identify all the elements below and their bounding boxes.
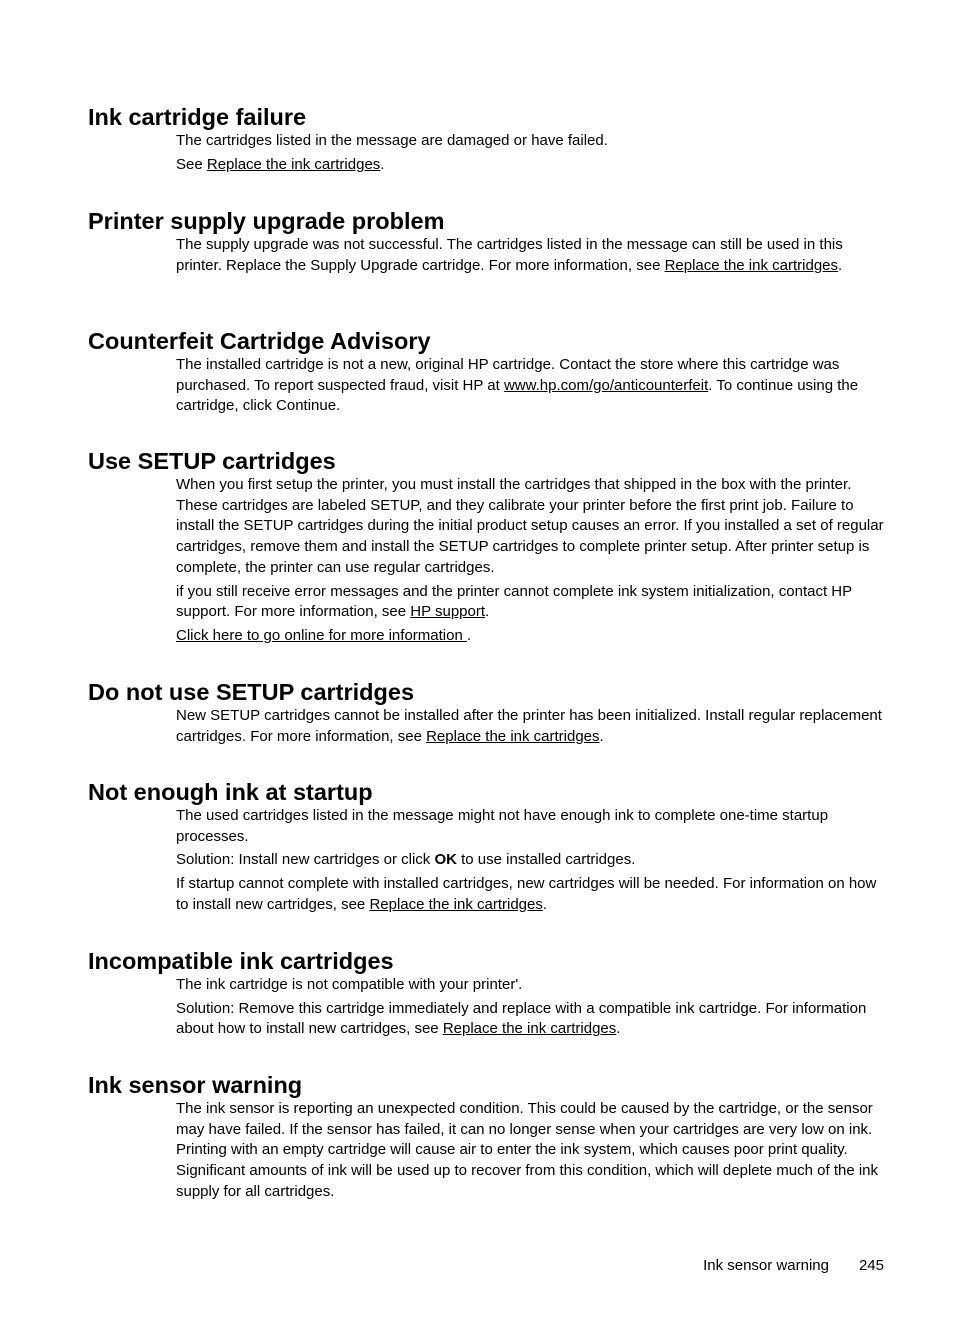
section-heading: Printer supply upgrade problem <box>88 208 445 234</box>
replace-ink-cartridges-link[interactable]: Replace the ink cartridges <box>369 895 543 913</box>
section-heading: Counterfeit Cartridge Advisory <box>88 328 431 354</box>
anticounterfeit-link[interactable]: www.hp.com/go/anticounterfeit <box>503 376 709 394</box>
section-heading: Use SETUP cartridges <box>88 448 336 474</box>
section-incompatible-ink-cartridges <box>88 947 888 1043</box>
paragraph: The supply upgrade was not successful. The cartridges listed in the message can still be used in this printer. Replace the Supply Upgrade cartridge. For more information, see Replace the ink cartridges. <box>176 236 843 274</box>
section-heading: Ink sensor warning <box>88 1072 303 1098</box>
paragraph: The ink cartridge is not compatible with your printer'. <box>176 976 523 993</box>
paragraph: Solution: Remove this cartridge immediately and replace with a compatible ink cartridge. For information about how to install new cartridges, see Replace the ink cartridges. <box>176 999 867 1038</box>
section-body <box>176 355 888 417</box>
page-number: 245 <box>858 1257 884 1274</box>
page-footer <box>703 1256 884 1276</box>
paragraph: The installed cartridge is not a new, original HP cartridge. Contact the store where this cartridge was purchased. To report suspected fraud, visit HP at www.hp.com/go/anticounterfeit. To continue using the cartridge, click Continue. <box>176 356 859 415</box>
section-body <box>176 235 888 276</box>
paragraph: See Replace the ink cartridges. <box>176 155 385 173</box>
ok-keyword: OK <box>434 851 457 869</box>
paragraph: The used cartridges listed in the message might not have enough ink to complete one-time startup processes. <box>176 807 829 845</box>
section-heading: Not enough ink at startup <box>88 779 373 805</box>
section-not-enough-ink-at-startup <box>88 778 888 919</box>
replace-ink-cartridges-link[interactable]: Replace the ink cartridges <box>206 155 381 173</box>
paragraph: The ink sensor is reporting an unexpected condition. This could be caused by the cartridge, or the sensor may have failed. If the sensor has failed, it can no longer sense when your cartridges are very low on ink. Printing with an empty cartridge will cause air to enter the ink system, which causes poor print quality. Significant amounts of ink will be used up to recover from this condition, which will deplete much of the ink supply for all cartridges. <box>176 1100 879 1200</box>
section-do-not-use-setup-cartridges <box>88 678 888 750</box>
section-heading: Ink cartridge failure <box>88 104 307 130</box>
section-heading: Do not use SETUP cartridges <box>88 679 415 705</box>
section-body <box>176 475 888 647</box>
paragraph: if you still receive error messages and the printer cannot complete ink system initialization, contact HP support. For more information, see HP support. <box>176 582 852 621</box>
online-info-link[interactable]: Click here to go online for more information <box>176 626 467 644</box>
footer-section-title: Ink sensor warning <box>703 1257 829 1274</box>
section-body <box>176 131 888 175</box>
paragraph: New SETUP cartridges cannot be installed after the printer has been initialized. Install regular replacement cartridges. For more information, see Replace the ink cartridges. <box>176 707 882 745</box>
replace-ink-cartridges-link[interactable]: Replace the ink cartridges <box>442 1020 617 1038</box>
paragraph: The cartridges listed in the message are damaged or have failed. <box>176 132 608 149</box>
section-body <box>176 706 888 747</box>
section-ink-cartridge-failure <box>88 103 888 178</box>
section-body <box>176 975 888 1040</box>
section-body <box>176 806 888 916</box>
paragraph: Click here to go online for more information . <box>176 626 472 644</box>
section-ink-sensor-warning <box>88 1071 888 1206</box>
paragraph: If startup cannot complete with installed cartridges, new cartridges will be needed. For information on how to install new cartridges, see Replace the ink cartridges. <box>176 875 877 913</box>
replace-ink-cartridges-link[interactable]: Replace the ink cartridges <box>664 256 839 274</box>
section-counterfeit-cartridge-advisory <box>88 327 888 420</box>
paragraph: When you first setup the printer, you must install the cartridges that shipped in the box with the printer. These cartridges are labeled SETUP, and they calibrate your printer before the first print job. Failure to install the SETUP cartridges during the initial product setup causes an error. If you installed a set of regular cartridges, remove them and install the SETUP cartridges to complete printer setup. After printer setup is complete, the printer can use regular cartridges. <box>176 476 884 576</box>
replace-ink-cartridges-link[interactable]: Replace the ink cartridges <box>426 727 600 745</box>
section-body <box>176 1099 888 1203</box>
section-use-setup-cartridges <box>88 447 888 650</box>
paragraph: Solution: Install new cartridges or click OK to use installed cartridges. <box>176 851 636 869</box>
section-heading: Incompatible ink cartridges <box>88 948 394 974</box>
hp-support-link[interactable]: HP support <box>410 603 486 621</box>
section-printer-supply-upgrade-problem <box>88 207 888 279</box>
